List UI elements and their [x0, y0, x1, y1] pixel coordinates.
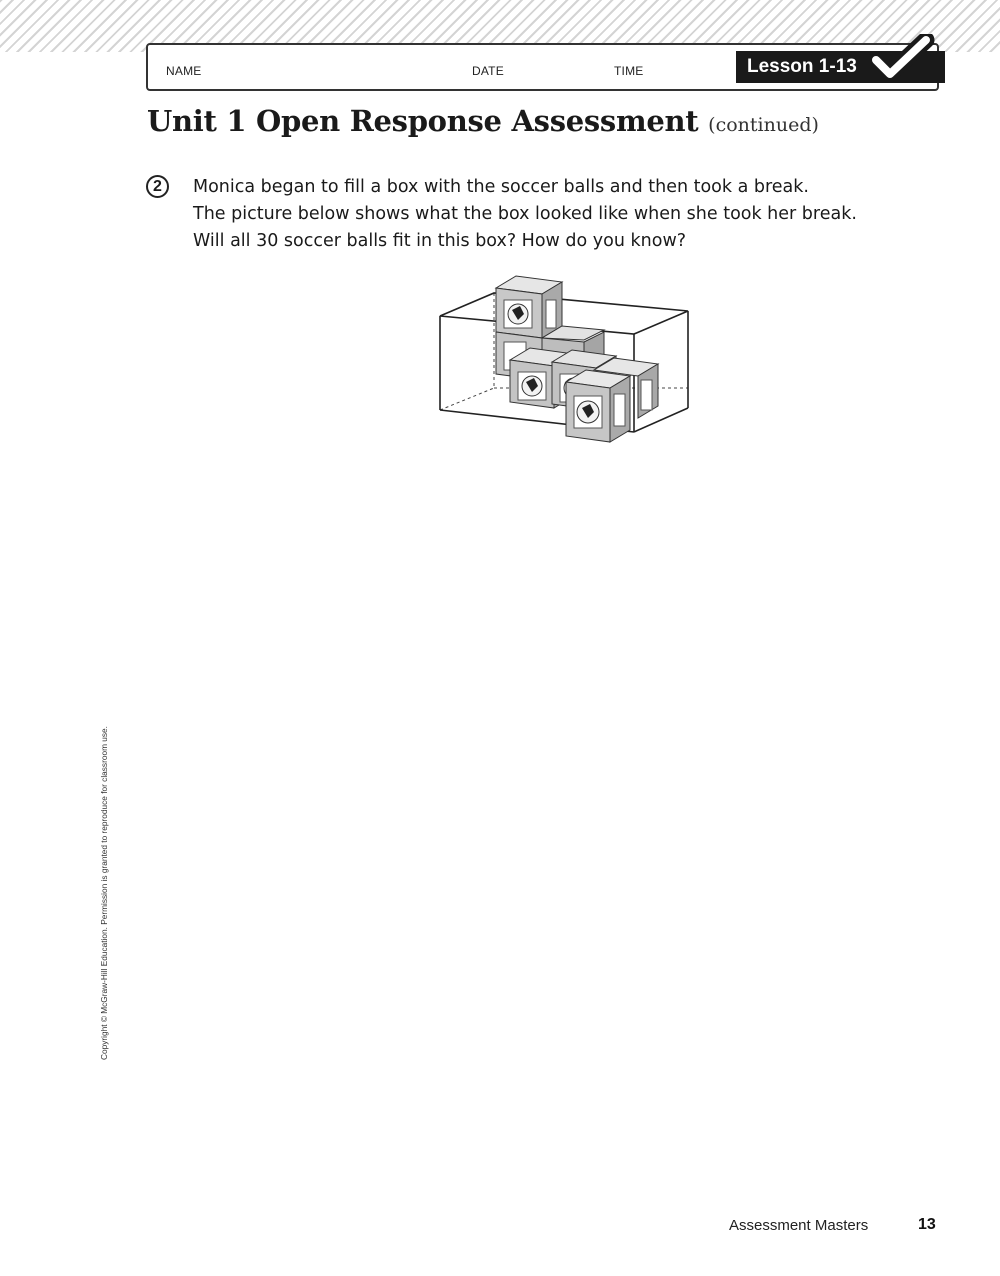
question-text-line-1: Monica began to fill a box with the soccer balls and then took a break.: [193, 177, 809, 197]
title-main: Unit 1 Open Response Assessment: [147, 104, 699, 138]
page-title: [147, 104, 819, 138]
box-with-soccer-ball-cubes-figure: [434, 270, 694, 450]
copyright-notice: Copyright © McGraw-Hill Education. Permission is granted to reproduce for classroom use.: [99, 726, 109, 1060]
title-subtitle: (continued): [708, 114, 819, 136]
question-text-line-3: Will all 30 soccer balls fit in this box? How do you know?: [193, 231, 687, 251]
time-label: TIME: [614, 64, 644, 78]
question-number-badge: 2: [146, 175, 169, 198]
checkmark-icon: [868, 34, 948, 84]
name-label: NAME: [166, 64, 202, 78]
footer-label: Assessment Masters: [729, 1217, 869, 1234]
question-text-line-2: The picture below shows what the box looked like when she took her break.: [193, 204, 857, 224]
date-label: DATE: [472, 64, 504, 78]
page-number: 13: [918, 1216, 936, 1233]
lesson-label: Lesson 1-13: [747, 56, 857, 77]
